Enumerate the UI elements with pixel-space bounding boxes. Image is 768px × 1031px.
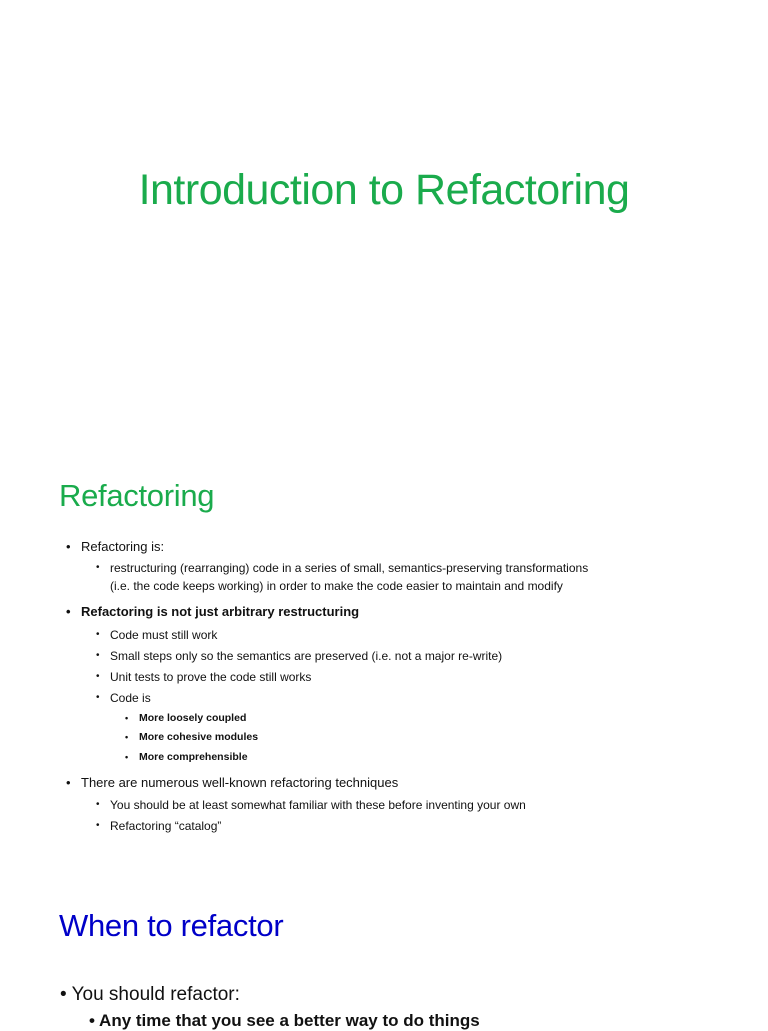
- list-item: • Any time that you see a better way to do things: [89, 1011, 480, 1030]
- bullet-icon: •: [66, 775, 71, 790]
- bullet-icon: •: [96, 799, 100, 810]
- bullet-icon: •: [125, 752, 129, 762]
- list-item: • You should refactor:: [60, 984, 240, 1005]
- refactoring-slide: Refactoring • Refactoring is: • restructuring (rearranging) code in a series of small, semantics-preserving transformations (i.e. the code keeps working) in order to make the code easier to maintain and modify • Refactoring is not just arbitrary restructuring • Code must still work • Small steps only so the semantics are preserved (i.e. not a major re-write) • Unit tests to prove the code still works • Code is • More loosely coupled • More cohesive modules • More comprehensible • There are numerous well-known refactoring techniques • You should be at least somewhat familiar with these before inventing your own • Refactoring “catalog”: [59, 478, 589, 833]
- bullet-icon: •: [125, 713, 129, 723]
- bullet-icon: •: [89, 1011, 95, 1030]
- bullet-icon: •: [96, 820, 100, 831]
- bullet-icon: •: [96, 692, 100, 703]
- title-slide: [0, 0, 768, 440]
- bullet-icon: •: [96, 562, 100, 573]
- bullet-icon: •: [96, 650, 100, 661]
- bullet-icon: •: [66, 539, 71, 554]
- slide-heading: When to refactor: [59, 908, 284, 943]
- bullet-icon: •: [60, 984, 67, 1005]
- bullet-icon: •: [96, 671, 100, 682]
- slide-title: Introduction to Refactoring: [138, 166, 630, 214]
- slide-heading: Refactoring: [59, 478, 215, 513]
- when-to-refactor-slide: [0, 880, 768, 1030]
- bullet-icon: •: [96, 629, 100, 640]
- bullet-icon: •: [66, 604, 71, 619]
- bullet-icon: •: [125, 732, 129, 742]
